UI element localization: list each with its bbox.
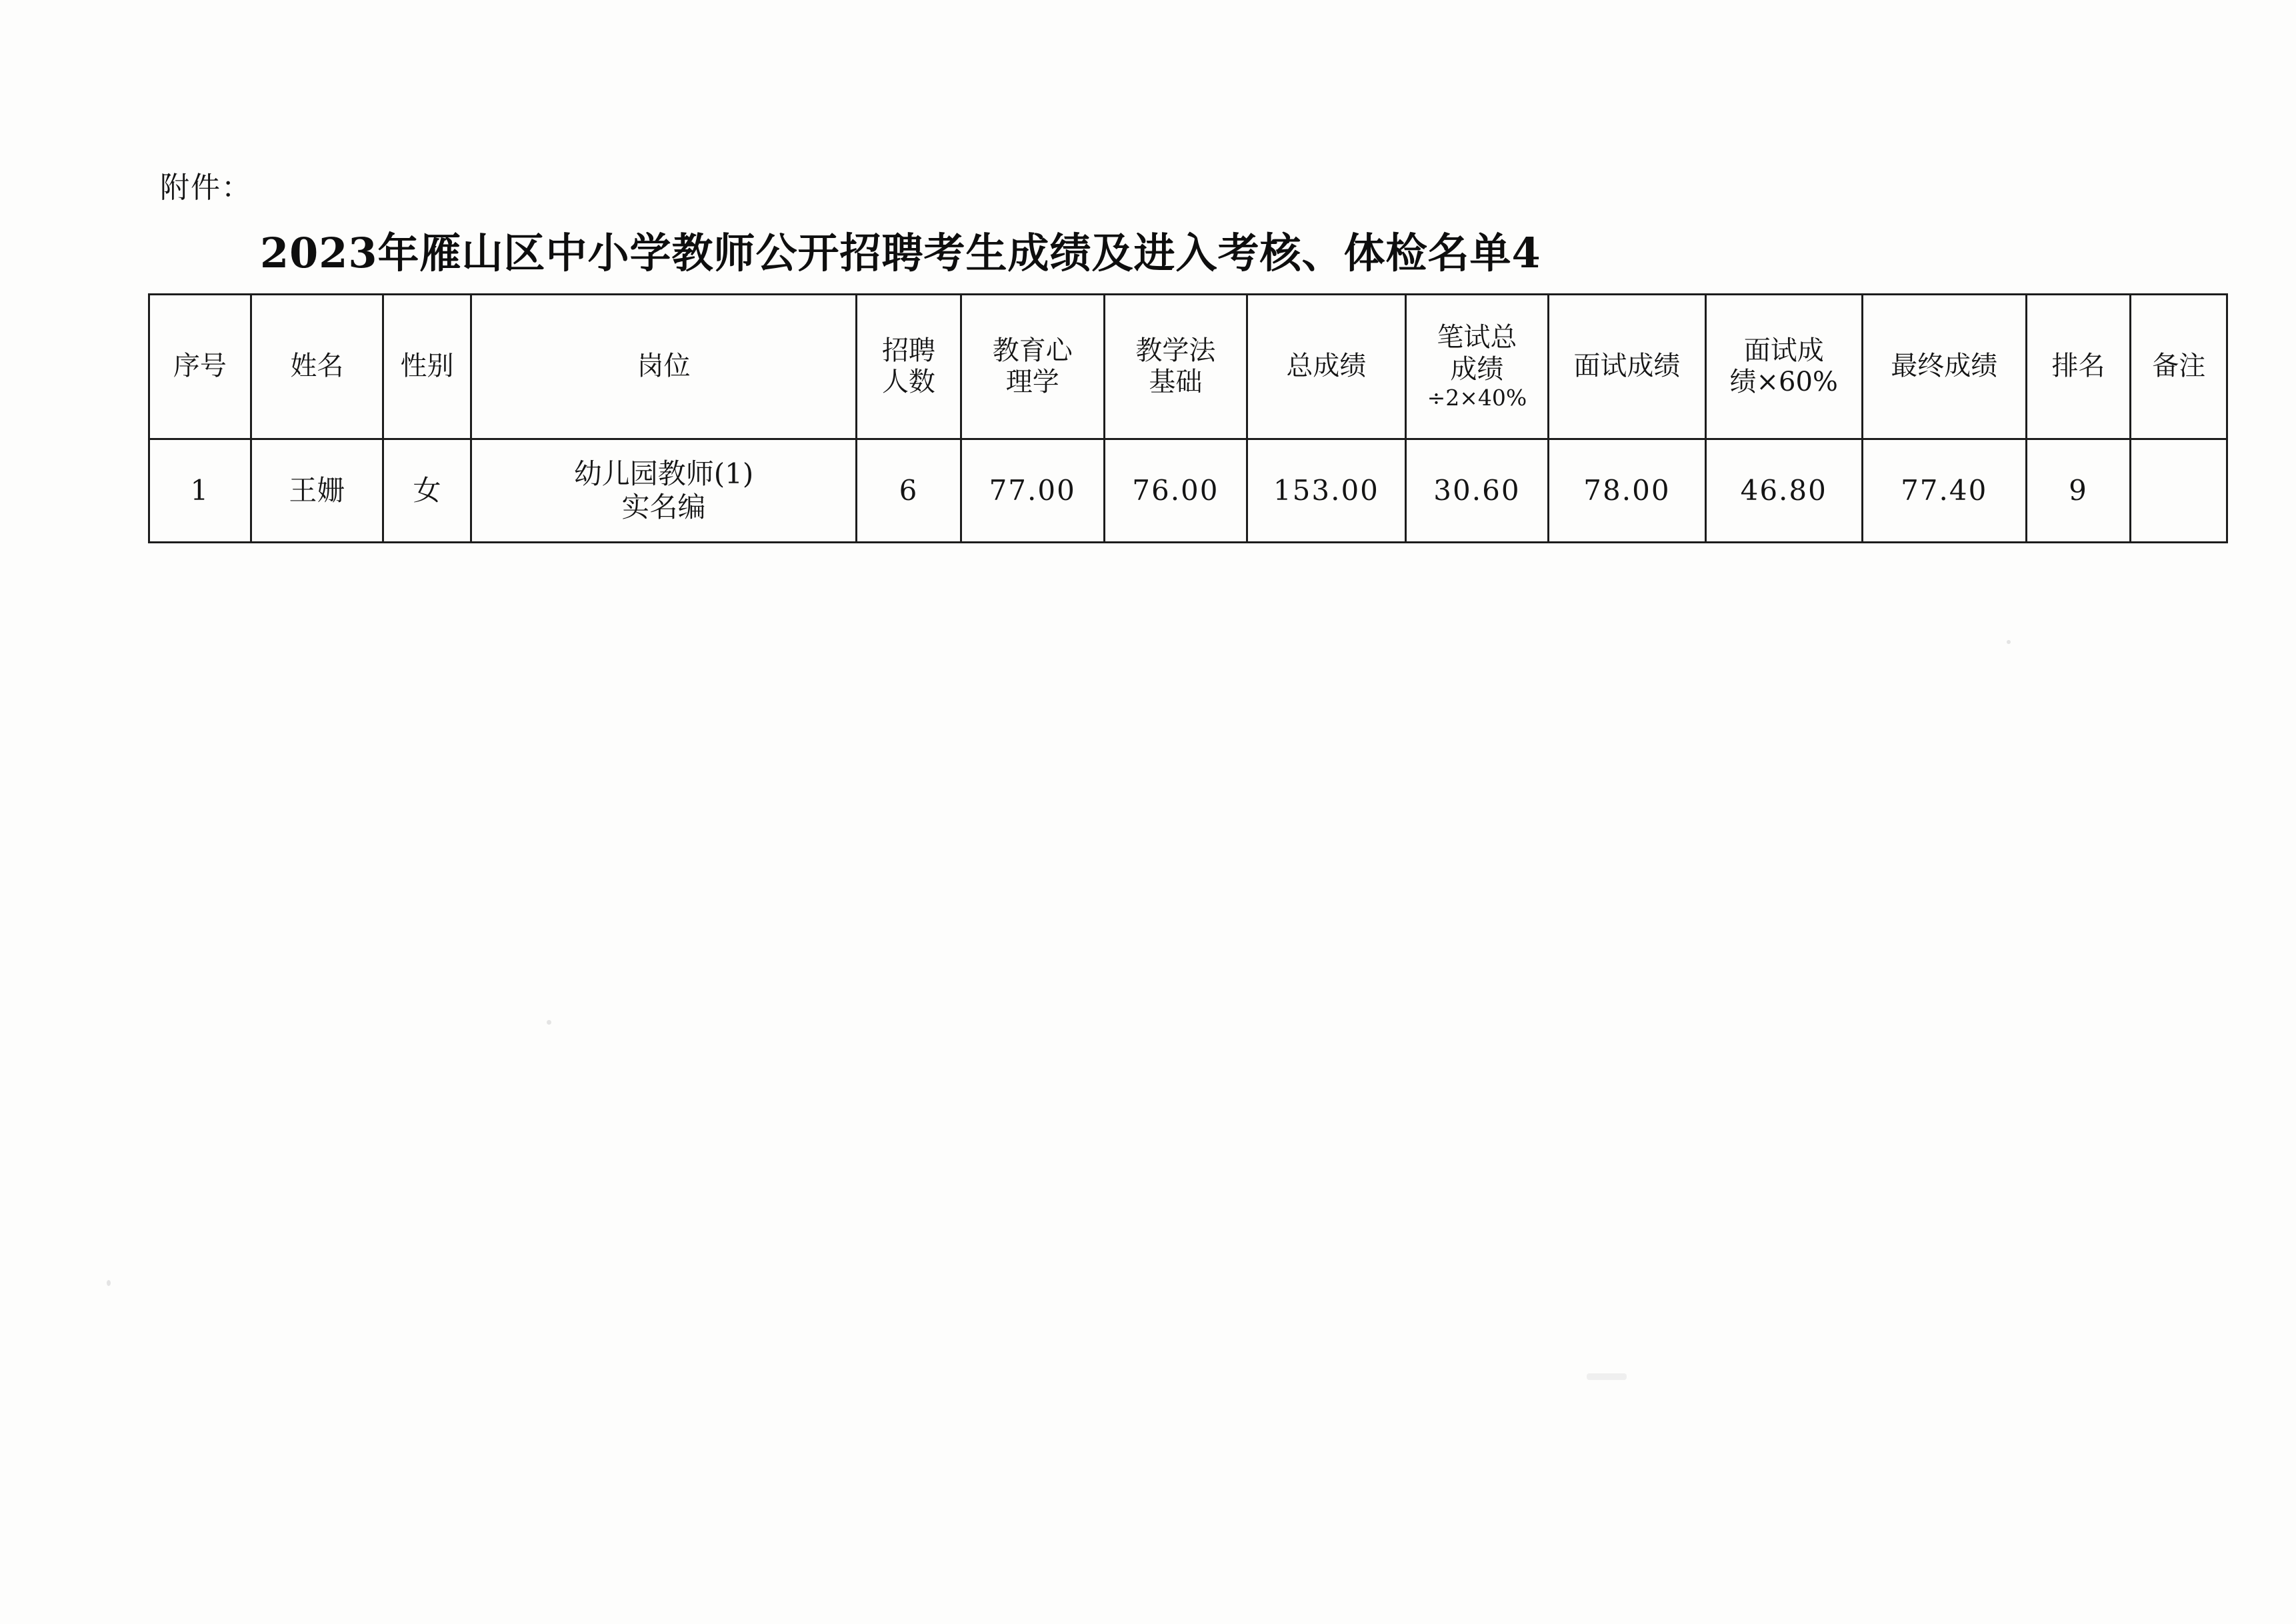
col-header-written-total — [1405, 295, 1549, 439]
col-header-teaching-method-line2: 基础 — [1149, 367, 1203, 397]
table-header-row — [149, 295, 2227, 439]
cell-final-score: 77.40 — [1862, 439, 2026, 543]
col-header-written-total-line3: ÷2×40% — [1427, 384, 1527, 411]
cell-interview-weighted: 46.80 — [1705, 439, 1862, 543]
scan-speck — [2007, 640, 2011, 644]
col-header-interview-weighted-line1: 面试成 — [1743, 335, 1824, 366]
cell-recruit-count: 6 — [857, 439, 961, 543]
col-header-final-score: 最终成绩 — [1862, 295, 2026, 439]
col-header-recruit-count-line1: 招聘 — [881, 335, 935, 366]
grades-table-container — [148, 293, 2228, 543]
col-header-interview-weighted — [1705, 295, 1862, 439]
col-header-interview-score: 面试成绩 — [1549, 295, 1705, 439]
cell-rank: 9 — [2026, 439, 2131, 543]
col-header-total-score: 总成绩 — [1247, 295, 1405, 439]
cell-remark — [2131, 439, 2227, 543]
attachment-label: 附件： — [160, 171, 252, 205]
col-header-teaching-method-line1: 教学法 — [1135, 335, 1216, 366]
cell-written-total-weighted: 30.60 — [1405, 439, 1549, 543]
scan-speck — [1587, 1373, 1627, 1380]
cell-total-score: 153.00 — [1247, 439, 1405, 543]
cell-gender: 女 — [383, 439, 471, 543]
col-header-remark: 备注 — [2131, 295, 2227, 439]
cell-edu-psych: 77.00 — [961, 439, 1104, 543]
cell-post-line1: 幼儿园教师(1) — [573, 457, 754, 490]
cell-teaching-method: 76.00 — [1104, 439, 1247, 543]
col-header-edu-psych-line1: 教育心 — [992, 335, 1073, 366]
col-header-post: 岗位 — [471, 295, 857, 439]
scan-speck — [547, 1020, 551, 1025]
cell-post — [471, 439, 857, 543]
col-header-edu-psych-line2: 理学 — [1005, 367, 1059, 397]
col-header-interview-weighted-line2: 绩×60% — [1729, 367, 1838, 397]
table-row — [149, 439, 2227, 543]
cell-post-line2: 实名编 — [621, 491, 706, 523]
cell-interview-score: 78.00 — [1549, 439, 1705, 543]
col-header-rank: 排名 — [2026, 295, 2131, 439]
col-header-written-total-line1: 笔试总 — [1437, 322, 1517, 353]
cell-index: 1 — [149, 439, 251, 543]
col-header-teaching-method — [1104, 295, 1247, 439]
col-header-edu-psych — [961, 295, 1104, 439]
col-header-recruit-count-line2: 人数 — [881, 367, 935, 397]
page-title: 2023年雁山区中小学教师公开招聘考生成绩及进入考核、体检名单4 — [260, 229, 1541, 277]
col-header-gender: 性别 — [383, 295, 471, 439]
scan-speck — [107, 1280, 111, 1286]
grades-table — [148, 293, 2228, 543]
col-header-name: 姓名 — [251, 295, 383, 439]
col-header-recruit-count — [857, 295, 961, 439]
col-header-index: 序号 — [149, 295, 251, 439]
cell-name: 王姗 — [251, 439, 383, 543]
col-header-written-total-line2: 成绩 — [1450, 353, 1504, 385]
